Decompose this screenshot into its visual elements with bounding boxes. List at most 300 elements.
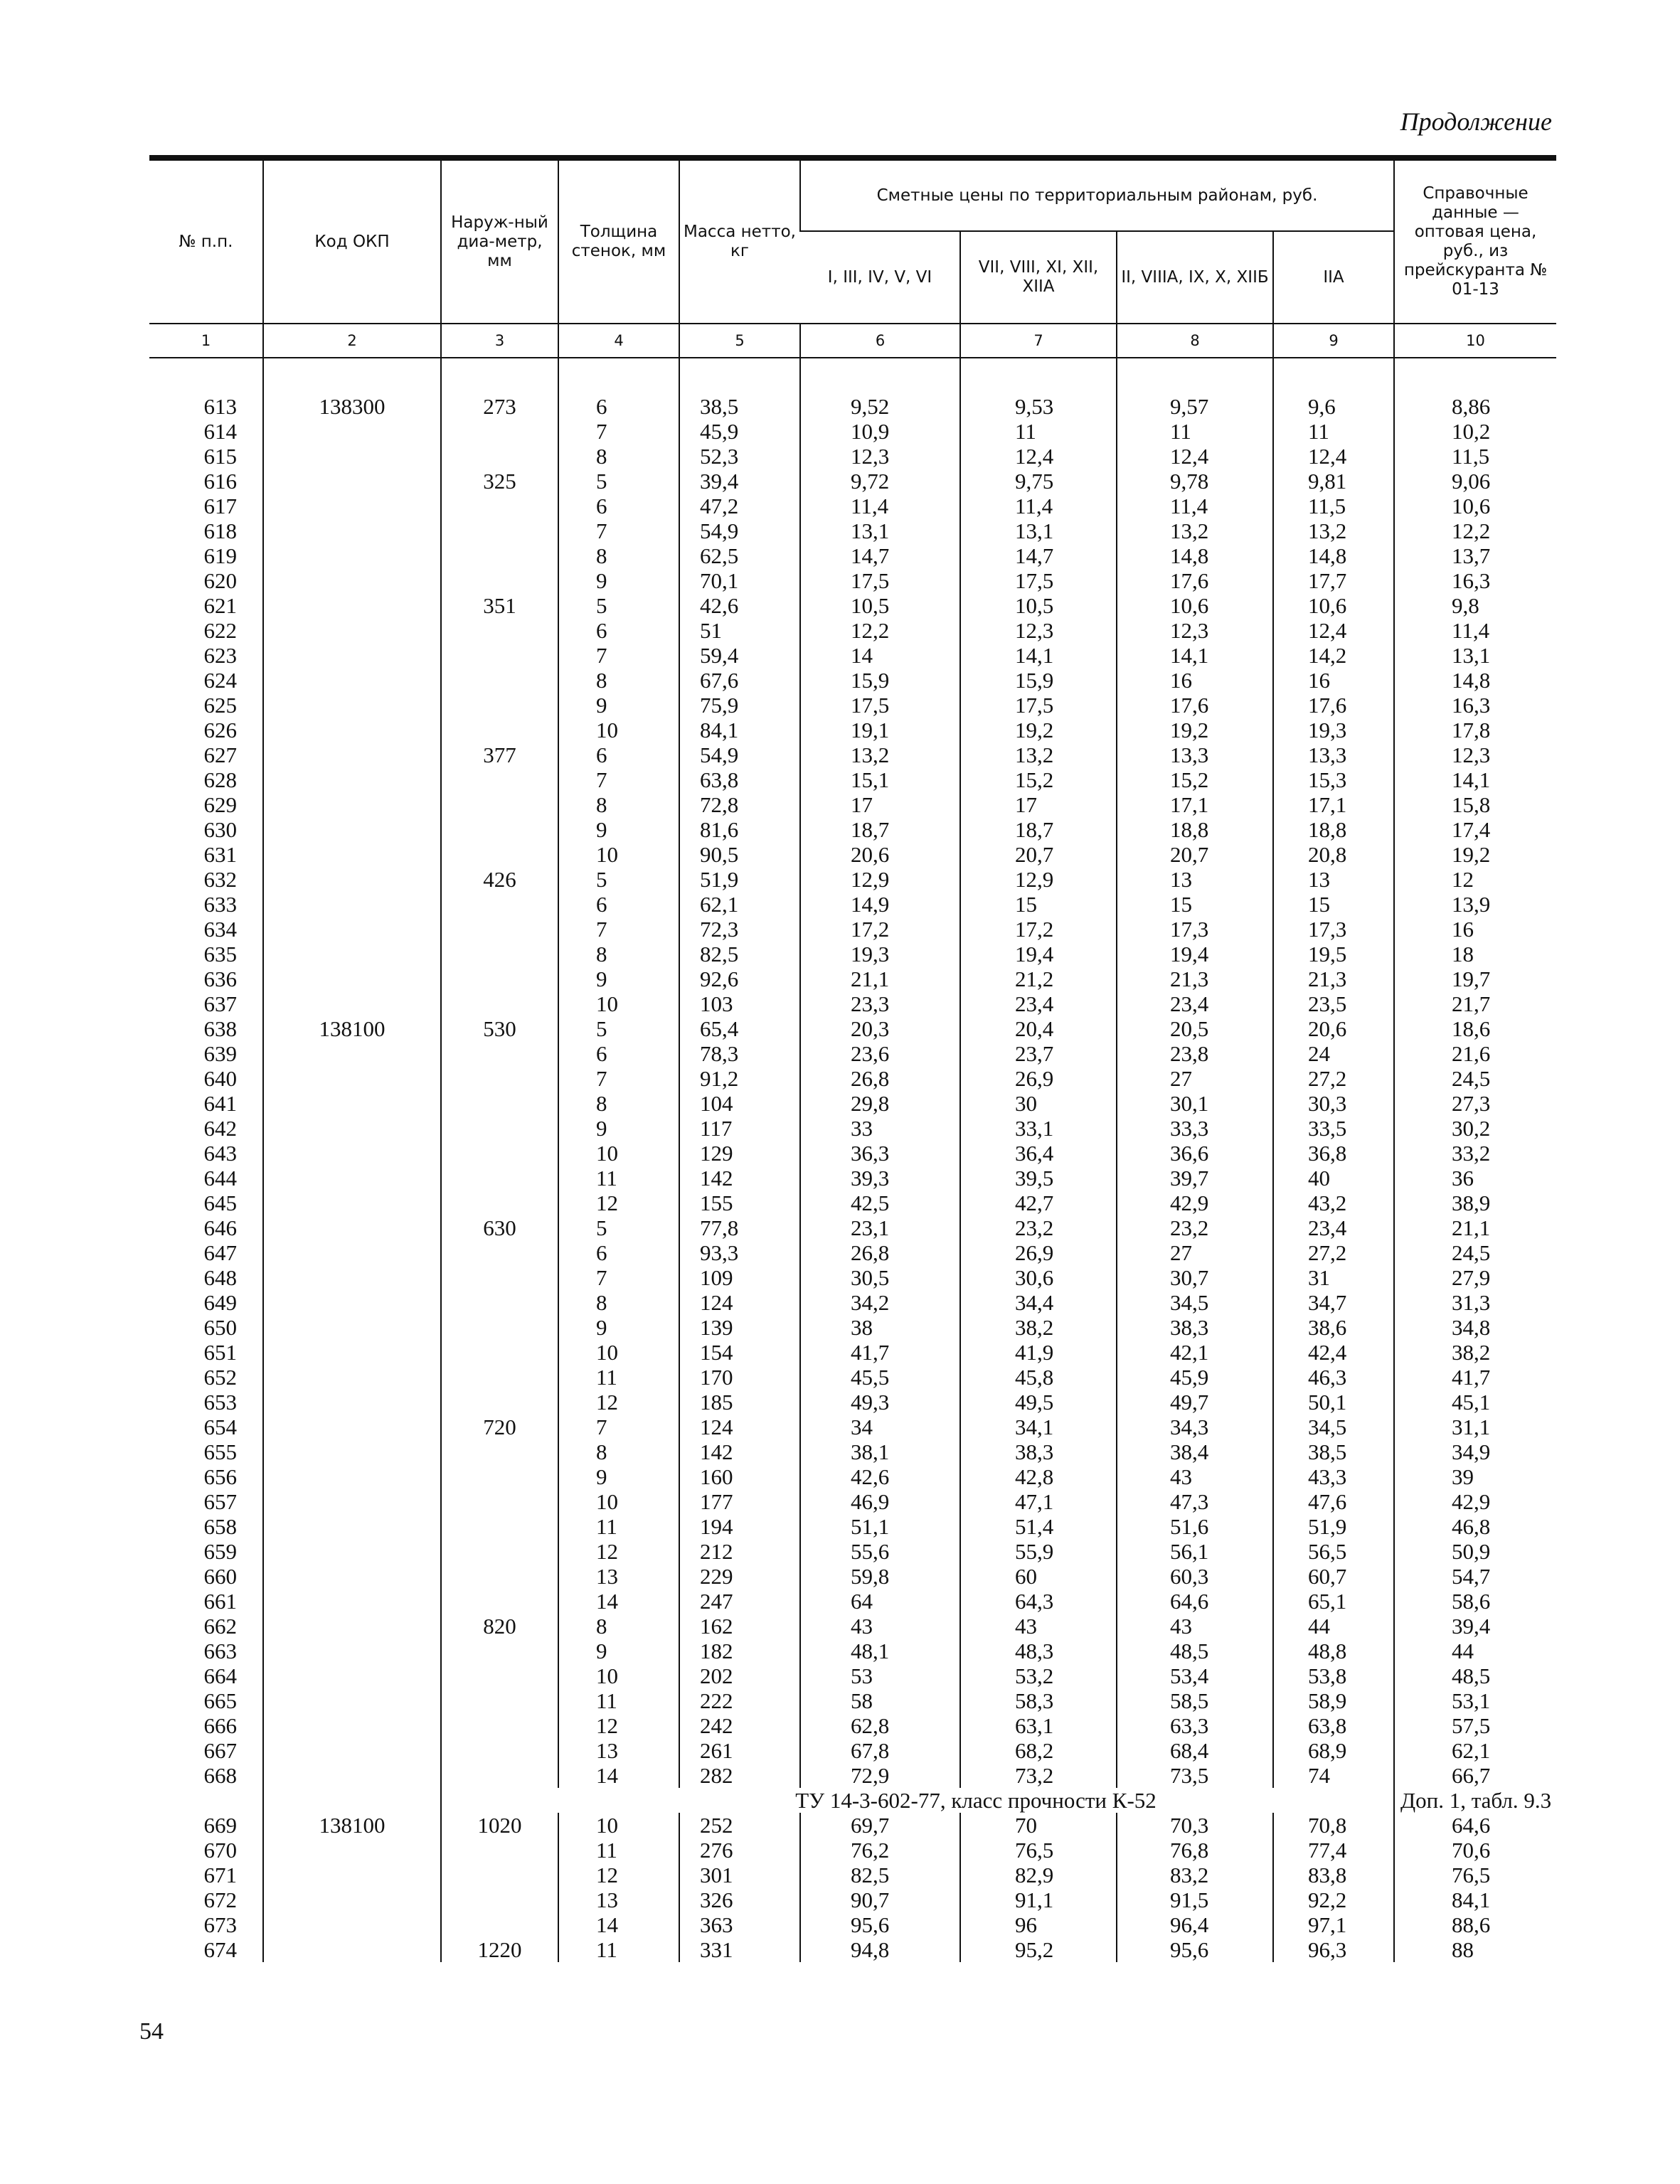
row-number-cell: 632: [203, 867, 237, 892]
row-number-cell: 617: [203, 494, 237, 518]
price-region-2-cell: 20,4: [960, 1016, 1117, 1041]
net-mass-cell: 139: [679, 1315, 800, 1340]
price-region-1-cell: 64: [800, 1589, 960, 1614]
outer-diameter-cell: [441, 1265, 558, 1290]
row-number-cell: 636: [203, 966, 237, 991]
price-region-3-cell: 49,7: [1117, 1390, 1273, 1415]
reference-price-cell: 18: [1394, 942, 1556, 966]
net-mass-cell: 42,6: [679, 593, 800, 618]
price-region-2-cell: 13,1: [960, 518, 1117, 543]
price-region-2-cell: 12,3: [960, 618, 1117, 643]
price-region-2-cell: 23,2: [960, 1215, 1117, 1240]
wall-thickness-cell: 9: [558, 1315, 679, 1340]
price-region-3-cell: 42,9: [1117, 1190, 1273, 1215]
price-region-2-cell: 14,1: [960, 643, 1117, 668]
price-region-1-cell: 17,5: [800, 693, 960, 718]
price-region-3-cell: 13,3: [1117, 742, 1273, 767]
row-number-cell: 654: [203, 1415, 237, 1439]
reference-price-cell: 30,2: [1394, 1116, 1556, 1141]
price-region-1-cell: 17,5: [800, 568, 960, 593]
price-region-4-cell: 14,8: [1273, 543, 1394, 568]
price-region-4-cell: 58,9: [1273, 1688, 1394, 1713]
table-row: [149, 494, 1556, 518]
price-region-2-cell: 21,2: [960, 966, 1117, 991]
reference-price-cell: 24,5: [1394, 1066, 1556, 1091]
row-number-cell: 630: [203, 817, 237, 842]
price-region-3-cell: 15: [1117, 892, 1273, 917]
price-region-4-cell: 13,3: [1273, 742, 1394, 767]
price-region-2-cell: 30,6: [960, 1265, 1117, 1290]
price-region-2-cell: 68,2: [960, 1738, 1117, 1763]
price-region-1-cell: 12,3: [800, 444, 960, 469]
price-region-2-cell: 58,3: [960, 1688, 1117, 1713]
price-region-4-cell: 20,6: [1273, 1016, 1394, 1041]
outer-diameter-cell: [441, 966, 558, 991]
wall-thickness-cell: 8: [558, 444, 679, 469]
wall-thickness-cell: 8: [558, 668, 679, 693]
net-mass-cell: 182: [679, 1639, 800, 1663]
outer-diameter-cell: [441, 718, 558, 742]
okp-code-cell: [263, 742, 441, 767]
row-number-cell: 667: [203, 1738, 237, 1763]
wall-thickness-cell: 10: [558, 1663, 679, 1688]
price-region-2-cell: 30: [960, 1091, 1117, 1116]
price-region-3-cell: 23,8: [1117, 1041, 1273, 1066]
reference-price-cell: 36: [1394, 1166, 1556, 1190]
reference-price-cell: 12: [1394, 867, 1556, 892]
outer-diameter-cell: [441, 543, 558, 568]
wall-thickness-cell: 8: [558, 792, 679, 817]
reference-price-cell: 58,6: [1394, 1589, 1556, 1614]
net-mass-cell: 51,9: [679, 867, 800, 892]
net-mass-cell: 154: [679, 1340, 800, 1365]
price-region-3-cell: 11,4: [1117, 494, 1273, 518]
price-region-2-cell: 73,2: [960, 1763, 1117, 1788]
net-mass-cell: 142: [679, 1166, 800, 1190]
price-region-2-cell: 42,7: [960, 1190, 1117, 1215]
reference-price-cell: 12,2: [1394, 518, 1556, 543]
price-region-1-cell: 15,9: [800, 668, 960, 693]
net-mass-cell: 91,2: [679, 1066, 800, 1091]
net-mass-cell: 93,3: [679, 1240, 800, 1265]
price-region-3-cell: 27: [1117, 1240, 1273, 1265]
spacer-row: [149, 358, 1556, 394]
price-region-1-cell: 34,2: [800, 1290, 960, 1315]
price-region-1-cell: 18,7: [800, 817, 960, 842]
price-region-3-cell: 19,4: [1117, 942, 1273, 966]
table-row: [149, 1365, 1556, 1390]
okp-code-cell: [263, 1390, 441, 1415]
price-region-1-cell: 59,8: [800, 1564, 960, 1589]
outer-diameter-cell: [441, 817, 558, 842]
net-mass-cell: 65,4: [679, 1016, 800, 1041]
price-region-3-cell: 19,2: [1117, 718, 1273, 742]
outer-diameter-cell: [441, 1539, 558, 1564]
price-region-2-cell: 17: [960, 792, 1117, 817]
row-number-cell: 669: [203, 1813, 237, 1838]
price-region-2-cell: 15,2: [960, 767, 1117, 792]
row-number-cell: 668: [203, 1763, 237, 1788]
reference-price-cell: 33,2: [1394, 1141, 1556, 1166]
wall-thickness-cell: 11: [558, 1166, 679, 1190]
okp-code-cell: [263, 1912, 441, 1937]
header-region-group-2: VII, VIII, XI, XII, XIIA: [960, 231, 1117, 324]
price-region-3-cell: 64,6: [1117, 1589, 1273, 1614]
price-region-4-cell: 12,4: [1273, 444, 1394, 469]
wall-thickness-cell: 11: [558, 1937, 679, 1962]
row-number-cell: 616: [203, 469, 237, 494]
reference-price-cell: 11,4: [1394, 618, 1556, 643]
price-region-3-cell: 38,3: [1117, 1315, 1273, 1340]
price-region-3-cell: 27: [1117, 1066, 1273, 1091]
reference-price-cell: 34,8: [1394, 1315, 1556, 1340]
row-number-cell: 673: [203, 1912, 237, 1937]
price-region-4-cell: 30,3: [1273, 1091, 1394, 1116]
okp-code-cell: [263, 494, 441, 518]
price-region-4-cell: 24: [1273, 1041, 1394, 1066]
wall-thickness-cell: 7: [558, 1265, 679, 1290]
price-region-4-cell: 17,6: [1273, 693, 1394, 718]
price-region-2-cell: 64,3: [960, 1589, 1117, 1614]
net-mass-cell: 52,3: [679, 444, 800, 469]
price-region-2-cell: 10,5: [960, 593, 1117, 618]
wall-thickness-cell: 6: [558, 394, 679, 419]
price-region-4-cell: 15: [1273, 892, 1394, 917]
price-region-1-cell: 26,8: [800, 1240, 960, 1265]
price-region-2-cell: 17,5: [960, 568, 1117, 593]
price-region-1-cell: 23,1: [800, 1215, 960, 1240]
column-number: 10: [1394, 324, 1556, 358]
wall-thickness-cell: 7: [558, 643, 679, 668]
price-region-3-cell: 36,6: [1117, 1141, 1273, 1166]
okp-code-cell: [263, 991, 441, 1016]
reference-price-cell: 88: [1394, 1937, 1556, 1962]
price-region-1-cell: 69,7: [800, 1813, 960, 1838]
price-region-1-cell: 23,3: [800, 991, 960, 1016]
reference-price-cell: 39: [1394, 1464, 1556, 1489]
net-mass-cell: 242: [679, 1713, 800, 1738]
okp-code-cell: [263, 718, 441, 742]
wall-thickness-cell: 10: [558, 1141, 679, 1166]
outer-diameter-cell: [441, 494, 558, 518]
reference-price-cell: 16,3: [1394, 693, 1556, 718]
net-mass-cell: 124: [679, 1290, 800, 1315]
reference-price-cell: 27,3: [1394, 1091, 1556, 1116]
wall-thickness-cell: 10: [558, 1813, 679, 1838]
price-region-1-cell: 43: [800, 1614, 960, 1639]
table-row: [149, 718, 1556, 742]
price-region-1-cell: 12,9: [800, 867, 960, 892]
outer-diameter-cell: [441, 1116, 558, 1141]
okp-code-cell: [263, 1663, 441, 1688]
price-region-4-cell: 13,2: [1273, 518, 1394, 543]
net-mass-cell: 117: [679, 1116, 800, 1141]
reference-price-cell: 44: [1394, 1639, 1556, 1663]
wall-thickness-cell: 11: [558, 1688, 679, 1713]
okp-code-cell: [263, 1041, 441, 1066]
wall-thickness-cell: 6: [558, 1240, 679, 1265]
reference-price-cell: 21,6: [1394, 1041, 1556, 1066]
price-region-2-cell: 60: [960, 1564, 1117, 1589]
column-number: 5: [679, 324, 800, 358]
outer-diameter-cell: 351: [441, 593, 558, 618]
page-number: 54: [139, 2018, 164, 2045]
price-region-4-cell: 9,6: [1273, 394, 1394, 419]
price-region-2-cell: 9,75: [960, 469, 1117, 494]
row-number-cell: 657: [203, 1489, 237, 1514]
outer-diameter-cell: [441, 892, 558, 917]
outer-diameter-cell: [441, 1240, 558, 1265]
okp-code-cell: [263, 693, 441, 718]
price-region-1-cell: 58: [800, 1688, 960, 1713]
wall-thickness-cell: 9: [558, 568, 679, 593]
net-mass-cell: 51: [679, 618, 800, 643]
row-number-cell: 620: [203, 568, 237, 593]
row-number-cell: 642: [203, 1116, 237, 1141]
outer-diameter-cell: [441, 1863, 558, 1887]
outer-diameter-cell: [441, 767, 558, 792]
wall-thickness-cell: 10: [558, 1340, 679, 1365]
row-number-cell: 615: [203, 444, 237, 469]
okp-code-cell: [263, 1514, 441, 1539]
price-region-4-cell: 27,2: [1273, 1066, 1394, 1091]
price-region-2-cell: 23,7: [960, 1041, 1117, 1066]
net-mass-cell: 75,9: [679, 693, 800, 718]
price-region-1-cell: 13,2: [800, 742, 960, 767]
table-row: [149, 1166, 1556, 1190]
okp-code-cell: [263, 1415, 441, 1439]
row-number-cell: 619: [203, 543, 237, 568]
table-row: [149, 618, 1556, 643]
row-number-cell: 621: [203, 593, 237, 618]
price-region-1-cell: 23,6: [800, 1041, 960, 1066]
price-region-3-cell: 70,3: [1117, 1813, 1273, 1838]
table-row: [149, 842, 1556, 867]
price-region-1-cell: 21,1: [800, 966, 960, 991]
net-mass-cell: 63,8: [679, 767, 800, 792]
price-region-3-cell: 51,6: [1117, 1514, 1273, 1539]
price-region-1-cell: 9,72: [800, 469, 960, 494]
price-region-2-cell: 82,9: [960, 1863, 1117, 1887]
okp-code-cell: [263, 917, 441, 942]
table-row: [149, 1290, 1556, 1315]
price-region-2-cell: 76,5: [960, 1838, 1117, 1863]
table-row: [149, 1016, 1556, 1041]
outer-diameter-cell: 530: [441, 1016, 558, 1041]
okp-code-cell: [263, 469, 441, 494]
price-region-1-cell: 90,7: [800, 1887, 960, 1912]
price-region-3-cell: 17,1: [1117, 792, 1273, 817]
table-row: [149, 817, 1556, 842]
net-mass-cell: 202: [679, 1663, 800, 1688]
price-region-1-cell: 19,3: [800, 942, 960, 966]
outer-diameter-cell: [441, 1365, 558, 1390]
outer-diameter-cell: [441, 792, 558, 817]
price-region-1-cell: 67,8: [800, 1738, 960, 1763]
price-region-3-cell: 83,2: [1117, 1863, 1273, 1887]
table-row: [149, 1415, 1556, 1439]
okp-code-cell: [263, 1738, 441, 1763]
outer-diameter-cell: 820: [441, 1614, 558, 1639]
outer-diameter-cell: [441, 1390, 558, 1415]
wall-thickness-cell: 14: [558, 1589, 679, 1614]
price-region-2-cell: 14,7: [960, 543, 1117, 568]
net-mass-cell: 276: [679, 1838, 800, 1863]
outer-diameter-cell: [441, 942, 558, 966]
price-region-4-cell: 10,6: [1273, 593, 1394, 618]
net-mass-cell: 104: [679, 1091, 800, 1116]
net-mass-cell: 45,9: [679, 419, 800, 444]
row-number-cell: 648: [203, 1265, 237, 1290]
table-row: [149, 1688, 1556, 1713]
net-mass-cell: 72,3: [679, 917, 800, 942]
row-number-cell: 647: [203, 1240, 237, 1265]
net-mass-cell: 326: [679, 1887, 800, 1912]
price-region-2-cell: 55,9: [960, 1539, 1117, 1564]
price-region-2-cell: 34,1: [960, 1415, 1117, 1439]
outer-diameter-cell: [441, 668, 558, 693]
wall-thickness-cell: 8: [558, 1614, 679, 1639]
price-region-2-cell: 42,8: [960, 1464, 1117, 1489]
reference-price-cell: 17,4: [1394, 817, 1556, 842]
okp-code-cell: [263, 568, 441, 593]
net-mass-cell: 62,5: [679, 543, 800, 568]
price-region-1-cell: 14,9: [800, 892, 960, 917]
price-region-4-cell: 17,1: [1273, 792, 1394, 817]
price-region-4-cell: 51,9: [1273, 1514, 1394, 1539]
reference-price-cell: 15,8: [1394, 792, 1556, 817]
price-region-2-cell: 15: [960, 892, 1117, 917]
row-number-cell: 659: [203, 1539, 237, 1564]
table-row: [149, 543, 1556, 568]
price-region-1-cell: 38,1: [800, 1439, 960, 1464]
okp-code-cell: [263, 792, 441, 817]
price-region-2-cell: 9,53: [960, 394, 1117, 419]
net-mass-cell: 90,5: [679, 842, 800, 867]
reference-price-cell: 54,7: [1394, 1564, 1556, 1589]
net-mass-cell: 54,9: [679, 518, 800, 543]
header-okp-code: Код ОКП: [263, 158, 441, 324]
price-region-4-cell: 23,5: [1273, 991, 1394, 1016]
outer-diameter-cell: 1020: [441, 1813, 558, 1838]
reference-price-cell: 21,1: [1394, 1215, 1556, 1240]
outer-diameter-cell: [441, 1887, 558, 1912]
price-region-3-cell: 58,5: [1117, 1688, 1273, 1713]
table-row: [149, 792, 1556, 817]
wall-thickness-cell: 5: [558, 867, 679, 892]
outer-diameter-cell: 377: [441, 742, 558, 767]
price-region-1-cell: 14,7: [800, 543, 960, 568]
okp-code-cell: [263, 1116, 441, 1141]
price-region-2-cell: 36,4: [960, 1141, 1117, 1166]
price-region-4-cell: 36,8: [1273, 1141, 1394, 1166]
price-region-1-cell: 12,2: [800, 618, 960, 643]
okp-code-cell: [263, 1863, 441, 1887]
price-region-3-cell: 20,5: [1117, 1016, 1273, 1041]
reference-price-cell: 24,5: [1394, 1240, 1556, 1265]
reference-price-cell: 17,8: [1394, 718, 1556, 742]
column-number: 1: [149, 324, 263, 358]
price-region-4-cell: 65,1: [1273, 1589, 1394, 1614]
wall-thickness-cell: 12: [558, 1863, 679, 1887]
header-region-group-3: II, VIIIA, IX, X, XIIБ: [1117, 231, 1273, 324]
outer-diameter-cell: [441, 1912, 558, 1937]
net-mass-cell: 261: [679, 1738, 800, 1763]
net-mass-cell: 129: [679, 1141, 800, 1166]
row-number-cell: 628: [203, 767, 237, 792]
price-region-3-cell: 68,4: [1117, 1738, 1273, 1763]
net-mass-cell: 301: [679, 1863, 800, 1887]
column-number: 2: [263, 324, 441, 358]
net-mass-cell: 142: [679, 1439, 800, 1464]
price-region-3-cell: 38,4: [1117, 1439, 1273, 1464]
wall-thickness-cell: 7: [558, 917, 679, 942]
table-row: [149, 1738, 1556, 1763]
outer-diameter-cell: [441, 419, 558, 444]
table-row: [149, 1240, 1556, 1265]
net-mass-cell: 81,6: [679, 817, 800, 842]
okp-code-cell: [263, 1290, 441, 1315]
table-row: [149, 1514, 1556, 1539]
price-region-3-cell: 9,78: [1117, 469, 1273, 494]
price-region-2-cell: 63,1: [960, 1713, 1117, 1738]
outer-diameter-cell: [441, 1489, 558, 1514]
table-row: [149, 942, 1556, 966]
table-row: [149, 1912, 1556, 1937]
table-row: [149, 966, 1556, 991]
reference-price-cell: 12,3: [1394, 742, 1556, 767]
row-number-cell: 646: [203, 1215, 237, 1240]
outer-diameter-cell: [441, 1589, 558, 1614]
price-region-4-cell: 70,8: [1273, 1813, 1394, 1838]
price-region-4-cell: 44: [1273, 1614, 1394, 1639]
column-number: 7: [960, 324, 1117, 358]
wall-thickness-cell: 8: [558, 942, 679, 966]
wall-thickness-cell: 12: [558, 1390, 679, 1415]
column-number: 3: [441, 324, 558, 358]
table-row: [149, 1489, 1556, 1514]
okp-code-cell: [263, 1564, 441, 1589]
price-region-2-cell: 12,9: [960, 867, 1117, 892]
price-region-2-cell: 11: [960, 419, 1117, 444]
row-number-cell: 633: [203, 892, 237, 917]
table-row: [149, 1639, 1556, 1663]
reference-price-cell: 13,9: [1394, 892, 1556, 917]
price-region-4-cell: 33,5: [1273, 1116, 1394, 1141]
row-number-cell: 649: [203, 1290, 237, 1315]
outer-diameter-cell: [441, 1688, 558, 1713]
outer-diameter-cell: [441, 917, 558, 942]
row-number-cell: 618: [203, 518, 237, 543]
net-mass-cell: 160: [679, 1464, 800, 1489]
net-mass-cell: 282: [679, 1763, 800, 1788]
price-region-2-cell: 33,1: [960, 1116, 1117, 1141]
reference-price-cell: 18,6: [1394, 1016, 1556, 1041]
table-row: [149, 767, 1556, 792]
price-region-4-cell: 38,6: [1273, 1315, 1394, 1340]
price-region-1-cell: 39,3: [800, 1166, 960, 1190]
okp-code-cell: [263, 1265, 441, 1290]
outer-diameter-cell: [441, 1838, 558, 1863]
header-wall-thickness: Толщина стенок, мм: [558, 158, 679, 324]
net-mass-cell: 229: [679, 1564, 800, 1589]
table-row: [149, 1141, 1556, 1166]
reference-price-cell: 31,1: [1394, 1415, 1556, 1439]
okp-code-cell: [263, 1141, 441, 1166]
price-region-2-cell: 96: [960, 1912, 1117, 1937]
price-region-4-cell: 19,5: [1273, 942, 1394, 966]
header-reference-price: Справочные данные — оптовая цена, руб., из прейскуранта № 01-13: [1394, 158, 1556, 324]
